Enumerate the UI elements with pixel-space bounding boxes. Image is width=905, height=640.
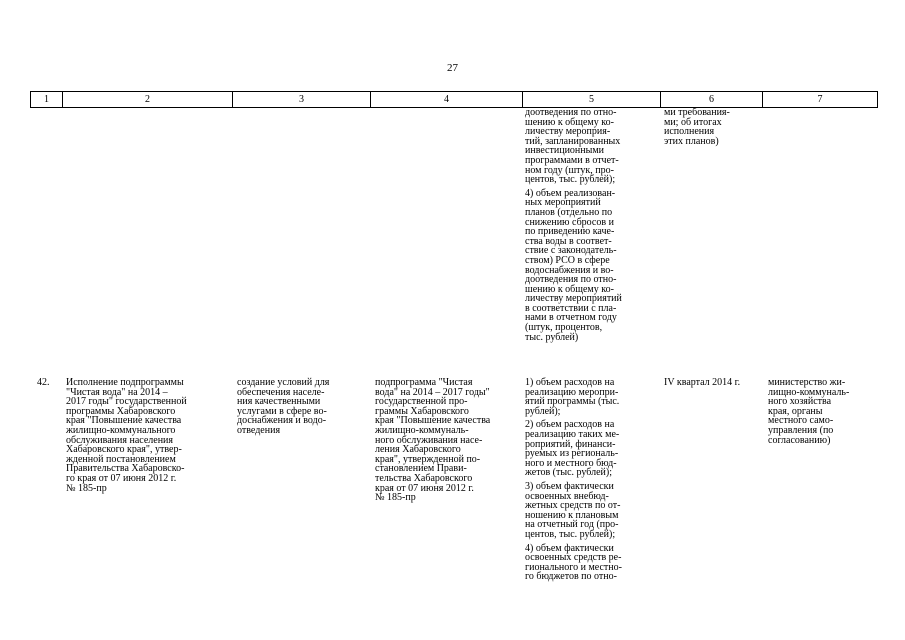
column-header: 7 (763, 92, 878, 108)
text-line: программы Хабаровского (66, 405, 176, 417)
text-line: края от 07 июня 2012 г. (375, 482, 474, 494)
continuation-indicators-cell (525, 108, 661, 342)
text-line: обслуживания населения (66, 434, 173, 446)
column-header: 5 (523, 92, 661, 108)
goal-cell (237, 378, 369, 436)
text-line: руемых из региональ- (525, 448, 619, 460)
text-line: го бюджетов по отно- (525, 571, 617, 583)
indicator-item (525, 378, 661, 416)
text-line: ного и местного бюд- (525, 457, 617, 469)
column-header: 3 (233, 92, 371, 108)
text-line: услугами в сфере во- (237, 405, 327, 417)
text-line: подпрограмма "Чистая (375, 377, 473, 388)
text-line: отведения (237, 424, 281, 436)
indicator-item (525, 482, 661, 540)
text-line: личеству мероприя- (525, 126, 611, 138)
text-line: создание условий для (237, 377, 330, 388)
text-line: личеству мероприятий (525, 293, 622, 305)
text-line: по приведению каче- (525, 226, 615, 238)
text-line: освоенных внебюд- (525, 490, 609, 502)
text-line: доотведения по отно- (525, 107, 617, 118)
text-line: 2) объем расходов на (525, 419, 615, 431)
text-line: 1) объем расходов на (525, 377, 615, 388)
text-line: жетов (тыс. рублей); (525, 467, 612, 479)
text-line: Исполнение подпрограммы (66, 377, 184, 388)
text-line: ствие с законодатель- (525, 245, 617, 257)
text-line: тельства Хабаровского (375, 472, 473, 484)
text-line: ношению к плановым (525, 509, 619, 521)
text-line: исполнения (664, 126, 715, 138)
row-number: 42. (37, 377, 50, 388)
text-line: ства воды в соответ- (525, 235, 612, 247)
text-line: ном году (штук, про- (525, 164, 614, 176)
indicator-item (525, 420, 661, 478)
text-line: № 185-пр (375, 492, 416, 504)
text-line: № 185-пр (66, 482, 107, 494)
column-header-row (30, 91, 878, 108)
deadline-cell: IV квартал 2014 г. (664, 377, 741, 388)
text-line: доотведения по отно- (525, 274, 617, 286)
text-line: ного хозяйства (768, 396, 832, 408)
column-header: 6 (661, 92, 763, 108)
column-header: 4 (371, 92, 523, 108)
text-line: 3) объем фактически (525, 480, 614, 492)
text-line: становлением Прави- (375, 463, 467, 475)
text-line: "Чистая вода" на 2014 – (66, 386, 168, 398)
text-line: 4) объем реализован- (525, 187, 616, 199)
text-line: края "Повышение качества (375, 415, 491, 427)
text-line: программами в отчет- (525, 154, 619, 166)
text-line: государственной про- (375, 396, 468, 408)
text-line: на отчетный год (про- (525, 519, 619, 531)
text-line: ния качественными (237, 396, 321, 408)
text-line: управления (по (768, 424, 834, 436)
text-line: шению к общему ко- (525, 116, 614, 128)
continuation-deadline-cell (664, 108, 764, 146)
text-line: снижению сбросов и (525, 216, 614, 228)
text-line: ятий программы (тыс. (525, 396, 620, 408)
text-line: го края от 07 июня 2012 г. (66, 472, 177, 484)
indicators-cell (525, 378, 661, 582)
text-line: жилищно-коммуналь- (375, 424, 469, 436)
text-line: ных мероприятий (525, 197, 601, 209)
text-line: жетных средств по от- (525, 500, 621, 512)
text-line: роприятий, финанси- (525, 438, 616, 450)
text-line: согласованию) (768, 434, 831, 446)
text-line: ми требования- (664, 107, 730, 118)
text-line: ления Хабаровского (375, 444, 461, 456)
text-line: ством) РСО в сфере (525, 254, 610, 266)
text-line: водоснабжения и во- (525, 264, 614, 276)
text-line: гионального и местно- (525, 561, 622, 573)
column-header: 1 (31, 92, 63, 108)
text-line: министерство жи- (768, 377, 846, 388)
text-line: тыс. рублей) (525, 331, 579, 343)
text-line: ми; об итогах (664, 116, 722, 128)
text-line: Хабаровского края", утвер- (66, 444, 182, 456)
text-line: центов, тыс. рублей); (525, 174, 616, 186)
text-line: шению к общему ко- (525, 283, 614, 295)
responsible-cell (768, 378, 880, 445)
text-line: жденной постановлением (66, 453, 176, 465)
text-line: реализацию таких ме- (525, 428, 620, 440)
text-line: нами в отчетном году (525, 312, 617, 324)
text-line: в соответствии с пла- (525, 302, 617, 314)
text-line: рублей); (525, 405, 561, 417)
indicator-item (525, 544, 661, 582)
text-line: края "Повышение качества (66, 415, 182, 427)
text-line: инвестиционными (525, 145, 605, 157)
text-line: лищно-коммуналь- (768, 386, 850, 398)
text-line: жилищно-коммунального (66, 424, 176, 436)
text-line: вода" на 2014 – 2017 годы" (375, 386, 490, 398)
text-line: края", утвержденной по- (375, 453, 481, 465)
text-line: 2017 годы" государственной (66, 396, 187, 408)
text-line: доснабжения и водо- (237, 415, 327, 427)
text-line: ного обслуживания насе- (375, 434, 483, 446)
text-line: освоенных средств ре- (525, 552, 622, 564)
text-line: этих планов) (664, 135, 719, 147)
text-line: Правительства Хабаровско- (66, 463, 185, 475)
text-line: граммы Хабаровского (375, 405, 469, 417)
document-cell (375, 378, 523, 503)
column-header: 2 (63, 92, 233, 108)
text-line: центов, тыс. рублей); (525, 528, 616, 540)
text-line: (штук, процентов, (525, 322, 603, 334)
text-line: 4) объем фактически (525, 542, 614, 554)
event-name-cell (66, 378, 232, 493)
text-line: планов (отдельно по (525, 206, 613, 218)
text-line: тий, запланированных (525, 135, 621, 147)
page-number: 27 (447, 62, 458, 74)
text-line: реализацию меропри- (525, 386, 619, 398)
text-line: обеспечения населе- (237, 386, 325, 398)
text-line: края, органы (768, 405, 823, 417)
text-line: местного само- (768, 415, 834, 427)
